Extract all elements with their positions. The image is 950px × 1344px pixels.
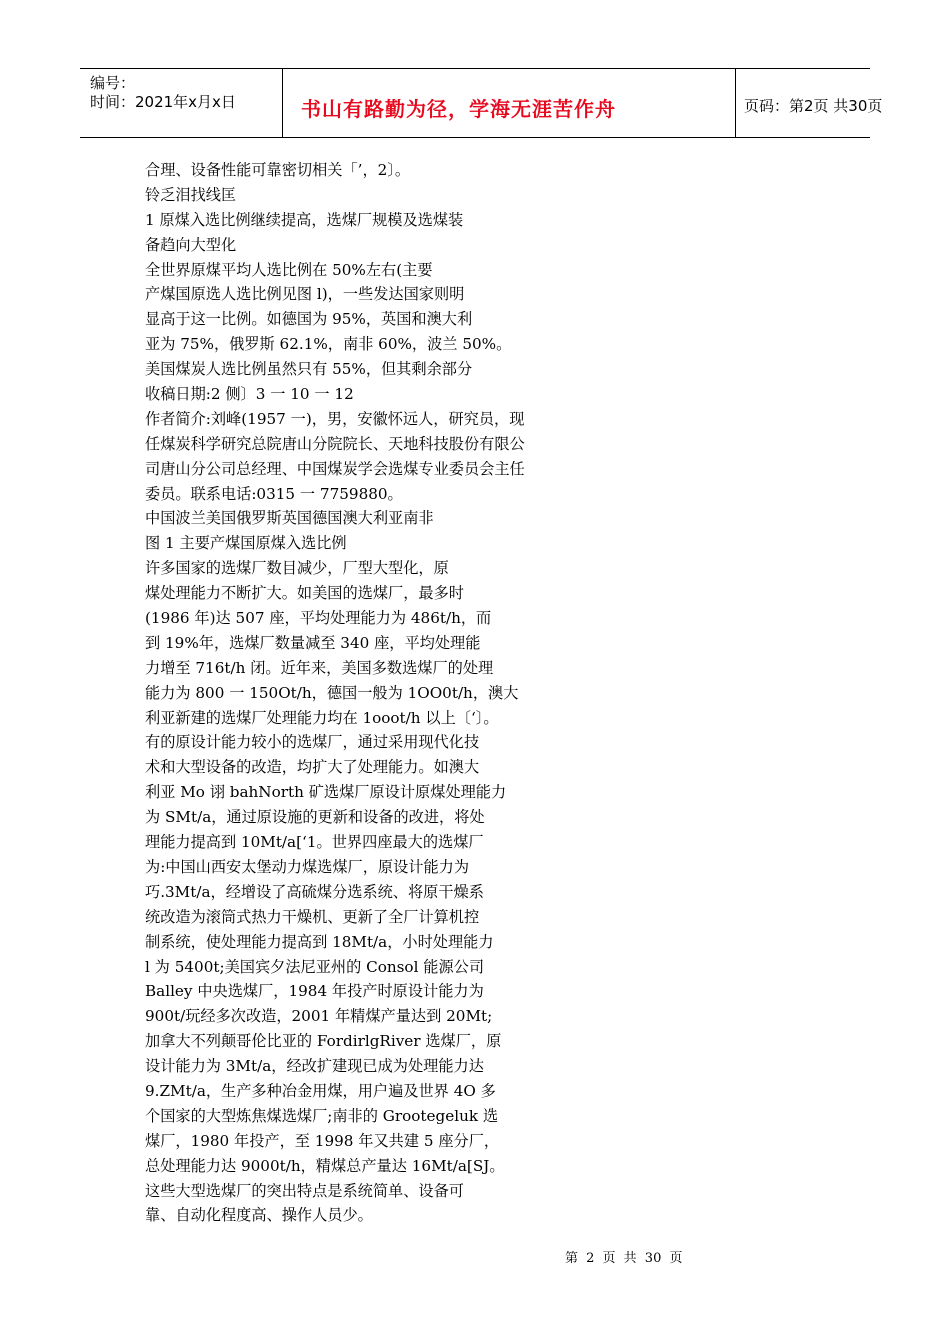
text-line: 亚为 75%，俄罗斯 62.1%，南非 60%，波兰 50%。 (145, 335, 512, 354)
text-line: 9.ZMt/a，生产多种冶金用煤，用户遍及世界 4O 多 (145, 1081, 496, 1100)
text-line: 备趋向大型化 (145, 235, 237, 254)
text-line: 图 1 主要产煤国原煤入选比例 (145, 534, 347, 553)
text-line: 利亚 Mo 诩 bahNorth 矿选煤厂原设计原煤处理能力 (145, 783, 507, 802)
text-line: 巧.3Mt/a，经增设了高硫煤分选系统、将原干燥系 (145, 882, 484, 901)
text-line: 美国煤炭人选比例虽然只有 55%，但其剩余部分 (145, 360, 473, 379)
page-footer: 第 2 页 共 30 页 (565, 1251, 683, 1266)
text-line: 铃乏泪找线匡 (145, 185, 237, 204)
text-line: 利亚新建的选煤厂处理能力均在 1ooot/h 以上〔‘〕。 (145, 708, 499, 727)
text-line: 1 原煤入选比例继续提高，选煤厂规模及选煤装 (145, 210, 464, 229)
text-line: 为:中国山西安太堡动力煤选煤厂，原设计能力为 (145, 857, 470, 876)
text-line: 个国家的大型炼焦煤选煤厂;南非的 Grootegeluk 选 (145, 1106, 499, 1125)
text-line: l 为 5400t;美国宾夕法尼亚州的 Consol 能源公司 (145, 957, 485, 976)
text-line: 术和大型设备的改造，均扩大了处理能力。如澳大 (145, 758, 480, 777)
header-left-cell (80, 69, 283, 137)
text-line: 许多国家的选煤厂数目减少，厂型大型化，原 (145, 559, 449, 578)
text-line: 有的原设计能力较小的选煤厂，通过采用现代化技 (145, 733, 480, 752)
text-line: (1986 年)达 507 座，平均处理能力为 486t/h，而 (145, 609, 492, 628)
header-page-cell (736, 69, 883, 137)
text-line: 产煤国原选人选比例见图 l)，一些发达国家则明 (145, 285, 465, 304)
text-line: 司唐山分公司总经理、中国煤炭学会选煤专业委员会主任 (145, 459, 525, 478)
text-line: 收稿日期:2 侧〕3 一 10 一 12 (145, 385, 354, 404)
serial-label: 编号： (90, 74, 136, 92)
text-line: 全世界原煤平均人选比例在 50%左右(主要 (145, 260, 433, 279)
text-line: 委员。联系电话:0315 一 7759880。 (145, 484, 403, 503)
text-line: 这些大型选煤厂的突出特点是系统简单、设备可 (145, 1181, 464, 1200)
text-line: 到 19%年，选煤厂数量减至 340 座，平均处理能 (145, 633, 481, 652)
text-line: 任煤炭科学研究总院唐山分院院长、天地科技股份有限公 (145, 434, 525, 453)
text-line: 显高于这一比例。如德国为 95%，英国和澳大利 (145, 310, 473, 329)
motto-text: 书山有路勤为径，学海无涯苦作舟 (301, 97, 616, 121)
text-line: 理能力提高到 10Mt/a[‘1。世界四座最大的选煤厂 (145, 833, 484, 852)
body-text (145, 158, 585, 1228)
text-line: 靠、自动化程度高、操作人员少。 (145, 1206, 373, 1225)
text-line: 统改造为滚筒式热力干燥机、更新了全厂计算机控 (145, 907, 480, 926)
text-line: 为 SMt/a，通过原设施的更新和设备的改进，将处 (145, 808, 485, 827)
text-line: 900t/玩经多次改造，2001 年精煤产量达到 20Mt; (145, 1007, 493, 1026)
text-line: 煤厂，1980 年投产，至 1998 年又共建 5 座分厂， (145, 1131, 500, 1150)
text-line: 能力为 800 一 150Ot/h，德国一般为 1OO0t/h，澳大 (145, 683, 519, 702)
page-header (80, 68, 883, 138)
page-code: 页码：第2页 共30页 (744, 97, 883, 115)
text-line: 力增至 716t/h 闭。近年来，美国多数选煤厂的处理 (145, 658, 494, 677)
text-line: 中国波兰美国俄罗斯英国德国澳大利亚南非 (145, 509, 434, 528)
text-line: 总处理能力达 9000t/h，精煤总产量达 16Mt/a[SJ。 (145, 1156, 505, 1175)
text-line: 合理、设备性能可靠密切相关「’，2〕。 (145, 161, 411, 179)
header-motto-cell (283, 69, 736, 137)
date-line: 时间：2021年x月x日 (90, 93, 236, 111)
text-line: 制系统，使处理能力提高到 18Mt/a，小时处理能力 (145, 932, 494, 951)
text-line: 设计能力为 3Mt/a，经改扩建现已成为处理能力达 (145, 1057, 484, 1076)
text-line: 加拿大不列颠哥伦比亚的 FordirlgRiver 选煤厂，原 (145, 1032, 502, 1051)
text-line: 作者简介:刘峰(1957 一)，男，安徽怀远人，研究员，现 (145, 409, 525, 428)
text-line: Balley 中央选煤厂，1984 年投产时原设计能力为 (145, 982, 484, 1001)
text-line: 煤处理能力不断扩大。如美国的选煤厂，最多时 (145, 584, 464, 603)
